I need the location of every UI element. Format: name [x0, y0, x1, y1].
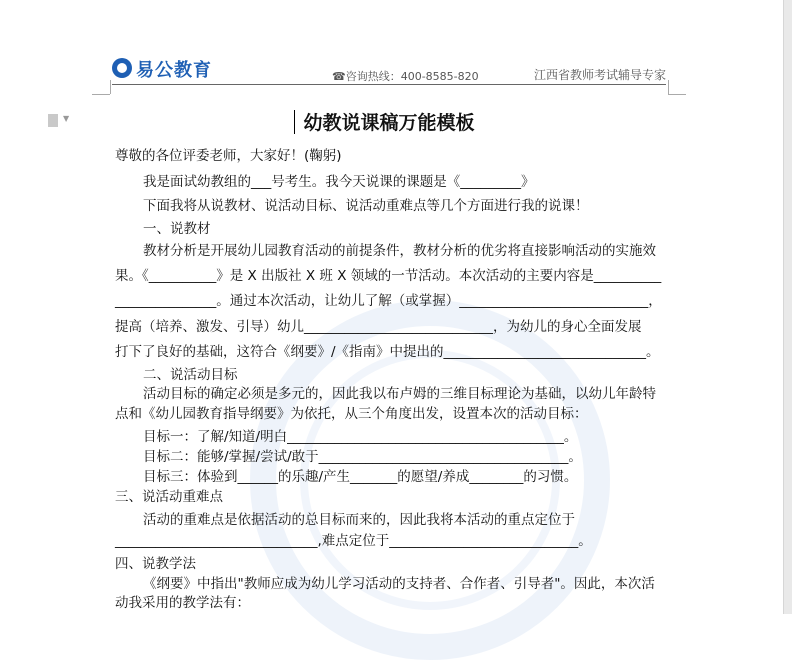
vertical-scrollbar[interactable]	[783, 0, 792, 614]
margin-corner-left	[92, 94, 110, 95]
doc-line-10: 二、说活动目标	[143, 367, 238, 383]
margin-corner-left-v	[110, 80, 111, 94]
document-title: 幼教说课稿万能模板	[303, 112, 475, 134]
doc-line-6: 果。《__________》是 X 出版社 X 班 X 领域的一节活动。本次活动的主要内容是__________	[115, 268, 662, 284]
doc-line-8: 提高（培养、激发、引导）幼儿____________________________，为幼儿的身心全面发展	[115, 319, 642, 335]
doc-line-15: 目标三：体验到______的乐趣/产生_______的愿望/养成________的习惯。	[143, 469, 578, 485]
margin-corner-right	[668, 94, 686, 95]
doc-line-3: 下面我将从说教材、说活动目标、说活动重难点等几个方面进行我的说课！	[143, 198, 589, 214]
doc-line-11: 活动目标的确定必须是多元的，因此我以布卢姆的三维目标理论为基础，以幼儿年龄特	[143, 386, 656, 402]
doc-line-19: 四、说教学法	[115, 556, 196, 572]
doc-line-1: 尊敬的各位评委老师，大家好！(鞠躬)	[115, 148, 342, 164]
doc-line-21: 动我采用的教学法有：	[115, 595, 250, 611]
doc-line-16: 三、说活动重难点	[115, 489, 223, 505]
doc-line-7: _______________。通过本次活动，让幼儿了解（或掌握）____________________________，	[115, 293, 662, 309]
doc-line-9: 打下了良好的基础，这符合《纲要》/《指南》中提出的______________________________。	[115, 344, 660, 360]
doc-line-14: 目标二：能够/掌握/尝试/敢于_____________________________________。	[143, 449, 582, 465]
chevron-down-icon[interactable]: ▼	[63, 114, 70, 123]
margin-corner-right-v	[668, 80, 669, 94]
doc-line-18: ______________________________,难点定位于____________________________。	[115, 533, 592, 549]
header-rule	[112, 84, 666, 85]
paragraph-options-icon[interactable]	[48, 114, 58, 127]
logo-text: 易公教育	[136, 60, 212, 81]
doc-line-5: 教材分析是开展幼儿园教育活动的前提条件，教材分析的优劣将直接影响活动的实施效	[143, 243, 656, 259]
doc-line-13: 目标一：了解/知道/明白_________________________________________。	[143, 429, 578, 445]
doc-line-4: 一、说教材	[143, 221, 211, 237]
logo-icon	[112, 58, 132, 78]
page-header	[112, 55, 666, 85]
doc-line-2: 我是面试幼教组的___号考生。我今天说课的课题是《_________》	[143, 174, 535, 190]
tagline-text: 江西省教师考试辅导专家	[533, 68, 666, 82]
doc-line-17: 活动的重难点是依据活动的总目标而来的，因此我将本活动的重点定位于	[143, 512, 575, 528]
doc-line-20: 《纲要》中指出"教师应成为幼儿学习活动的支持者、合作者、引导者"。因此，本次活	[143, 576, 655, 592]
doc-line-12: 点和《幼儿园教育指导纲要》为依托，从三个角度出发，设置本次的活动目标：	[115, 406, 588, 422]
text-cursor	[294, 110, 295, 134]
hotline-text: ☎咨询热线：400-8585-820	[332, 70, 479, 83]
